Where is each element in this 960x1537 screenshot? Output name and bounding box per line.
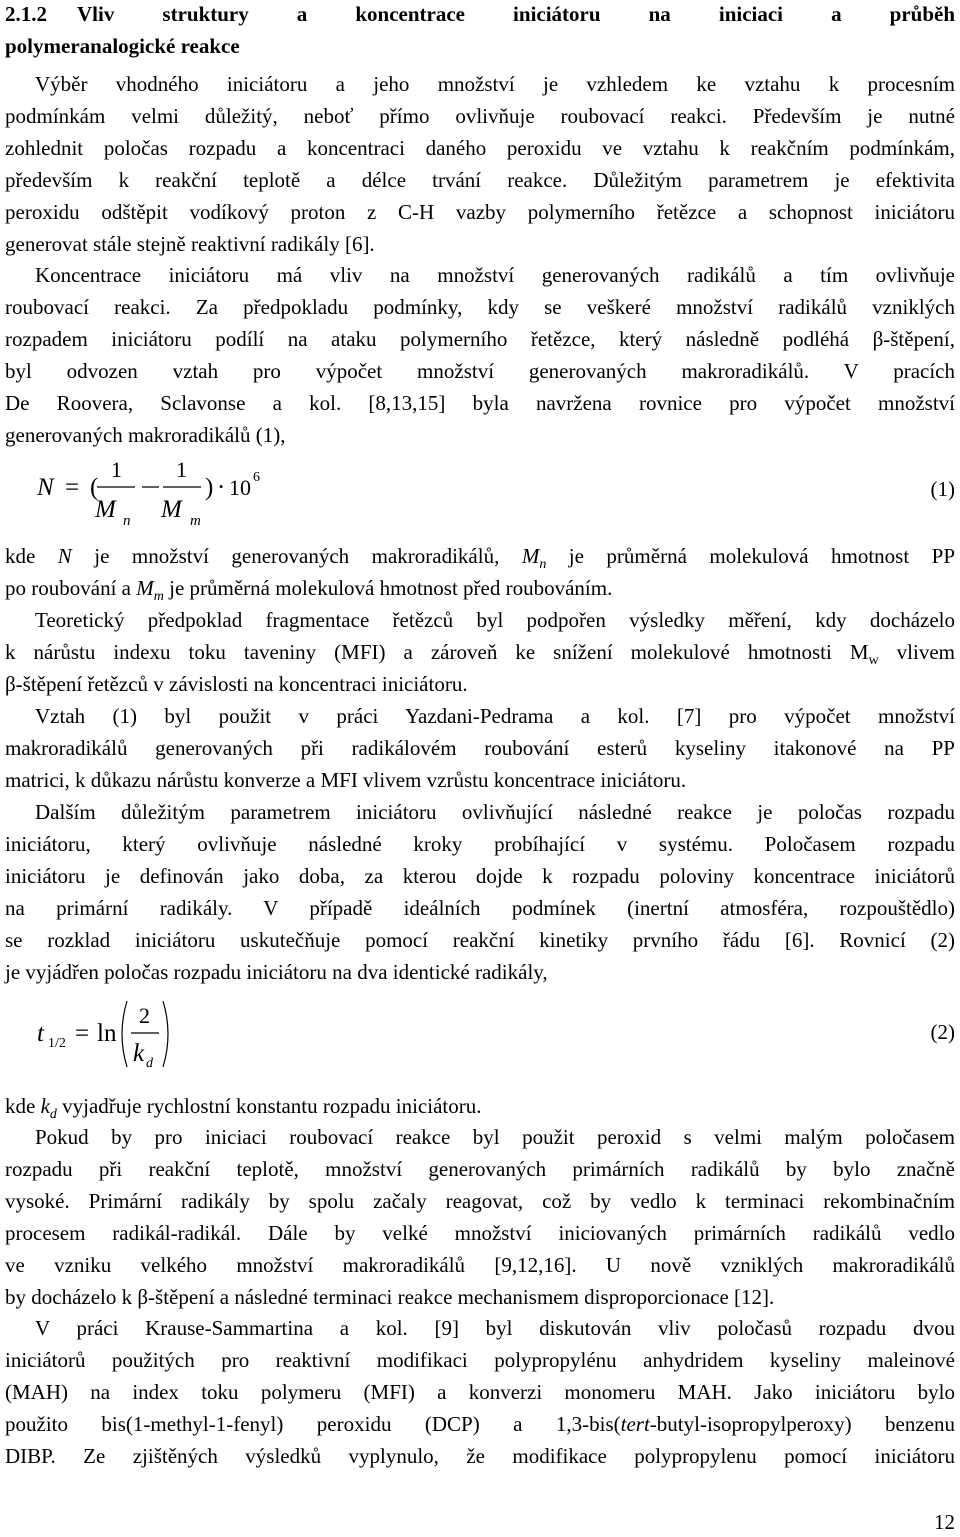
eq1-numerator-2: 1 <box>176 457 187 482</box>
paragraph-2-line: generovaných makroradikálů (1), <box>5 423 286 447</box>
paragraph-8-line: vysoké. Primární radikály by spolu začaly reagovat, což by vedlo k terminaci rekombinačním <box>5 1189 955 1213</box>
paragraph-4-line: Teoretický předpoklad fragmentace řetězců byl podpořen výsledky měření, kdy docházelo <box>35 608 955 632</box>
symbol-M: M <box>521 544 540 568</box>
paragraph-9-line: iniciátorů použitých pro reaktivní modifikaci polypropylénu anhydridem kyseliny maleinové <box>5 1348 955 1372</box>
eq1-sub-m: m <box>190 513 201 529</box>
subscript-n: n <box>539 557 547 573</box>
paragraph-1-line: generovat stále stejně reaktivní radikály [6]. <box>5 232 375 256</box>
paragraph-2-line: De Roovera, Sclavonse a kol. [8,13,15] byla navržena rovnice pro výpočet množství <box>5 391 955 415</box>
paragraph-2-line: rozpadem iniciátoru podílí na ataku polymerního řetězce, který následně podléhá β-štěpení, <box>5 327 955 351</box>
eq1-ten: 10 <box>229 475 251 500</box>
eq2-t: t <box>37 1020 44 1047</box>
paragraph-5-line: Vztah (1) byl použit v práci Yazdani-Pedrama a kol. [7] pro výpočet množství <box>35 704 955 728</box>
paragraph-6-line: je vyjádřen poločas rozpadu iniciátoru na dva identické radikály, <box>5 960 548 984</box>
equation-2-formula <box>35 993 635 1078</box>
paragraph-1-line: peroxidu odštěpit vodíkový proton z C-H vazby polymerního řetězce a schopnost iniciátoru <box>5 200 955 224</box>
text-span: -butyl-isopropylperoxy) benzenu <box>649 1412 955 1436</box>
page-number: 12 <box>934 1510 955 1534</box>
subscript-w: w <box>868 653 879 669</box>
text-span: je průměrná molekulová hmotnost PP <box>546 544 955 568</box>
text-span: použito bis(1-methyl-1-fenyl) peroxidu (DCP) a 1,3-bis( <box>5 1412 621 1436</box>
text-span: vlivem <box>878 640 955 664</box>
paragraph-6-line: iniciátoru je definován jako doba, za kterou dojde k rozpadu poloviny koncentrace iniciátorů <box>5 864 955 888</box>
eq1-exponent: 6 <box>253 470 260 485</box>
eq1-M-m: M <box>161 496 182 523</box>
equation-1-number: (1) <box>930 477 955 501</box>
section-title-line-2: polymeranalogické reakce <box>5 34 240 58</box>
paragraph-6-line: Dalším důležitým parametrem iniciátoru ovlivňující následné reakce je poločas rozpadu <box>35 800 955 824</box>
text-span: kde <box>5 544 58 568</box>
paragraph-8-line: rozpadu při reakční teplotě, množství generovaných primárních radikálů by bylo značně <box>5 1157 955 1181</box>
symbol-N: N <box>57 544 72 568</box>
paragraph-1-line: podmínkám velmi důležitý, neboť přímo ovlivňuje roubovací reakci. Především je nutné <box>5 104 955 128</box>
eq2-sub-d: d <box>146 1056 153 1071</box>
eq1-sub-n: n <box>123 513 131 529</box>
eq1-close-paren: ) <box>205 474 214 501</box>
symbol-k: k <box>40 1094 50 1118</box>
text-span: kde <box>5 1094 41 1118</box>
section-title-line-1: Vliv struktury a koncentrace iniciátoru na iniciaci a průběh <box>77 2 955 26</box>
subscript-d: d <box>49 1107 57 1123</box>
paragraph-2-line: byl odvozen vztah pro výpočet množství generovaných makroradikálů. V pracích <box>5 359 955 383</box>
paragraph-1-line: zohlednit poločas rozpadu a koncentraci daného peroxidu ve vztahu k reakčním podmínkám, <box>5 136 955 160</box>
eq2-numerator: 2 <box>139 1003 150 1028</box>
text-span: po roubování a <box>5 576 137 600</box>
equation-2-number: (2) <box>930 1020 955 1044</box>
equation-2 <box>5 993 955 1078</box>
eq1-equals: = <box>65 474 80 501</box>
paragraph-5-line: makroradikálů generovaných při radikálovém roubování esterů kyseliny itakonové na PP <box>5 736 955 760</box>
paragraph-4-line: β-štěpení řetězců v závislosti na koncentraci iniciátoru. <box>5 672 468 696</box>
eq2-left-paren <box>122 1001 127 1067</box>
text-span: je množství generovaných makroradikálů, <box>71 544 522 568</box>
section-heading <box>5 0 955 62</box>
subscript-m: m <box>153 589 164 605</box>
paragraph-9-line: V práci Krause-Sammartina a kol. [9] byl diskutován vliv poločasů rozpadu dvou <box>35 1316 955 1340</box>
section-number: 2.1.2 <box>5 2 47 26</box>
paragraph-8-line: ve vzniku velkého množství makroradikálů [9,12,16]. U nově vzniklých makroradikálů <box>5 1253 955 1277</box>
eq1-open-paren: ( <box>90 474 99 501</box>
italic-tert: tert <box>620 1412 650 1436</box>
paragraph-9-line-4 <box>5 1408 955 1440</box>
paragraph-8-line: Pokud by pro iniciaci roubovací reakce byl použit peroxid s velmi malým poločasem <box>35 1125 955 1149</box>
equation-1 <box>5 455 955 535</box>
paragraph-1-line: Výběr vhodného iniciátoru a jeho množství je vzhledem ke vztahu k procesním <box>35 72 955 96</box>
eq2-ln: ln <box>97 1020 117 1047</box>
symbol-M: M <box>136 576 154 600</box>
eq2-k: k <box>133 1040 145 1067</box>
text-span: je průměrná molekulová hmotnost před roubováním. <box>163 576 613 600</box>
paragraph-5-line: matrici, k důkazu nárůstu konverze a MFI vlivem vzrůstu koncentrace iniciátoru. <box>5 768 687 792</box>
paragraph-2-line: roubovací reakci. Za předpokladu podmínky, kdy se veškeré množství radikálů vzniklých <box>5 295 955 319</box>
paragraph-9-line: DIBP. Ze zjištěných výsledků vyplynulo, že modifikace polypropylenu pomocí iniciátoru <box>5 1444 955 1468</box>
eq1-dot: · <box>217 474 226 501</box>
text-span: k nárůstu indexu toku taveniny (MFI) a zároveň ke snížení molekulové hmotnosti M <box>5 640 869 664</box>
text-span: vyjadřuje rychlostní konstantu rozpadu iniciátoru. <box>56 1094 482 1118</box>
eq1-N: N <box>37 474 54 501</box>
eq1-numerator-1: 1 <box>111 457 122 482</box>
paragraph-2-line: Koncentrace iniciátoru má vliv na množství generovaných radikálů a tím ovlivňuje <box>35 263 955 287</box>
eq2-equals: = <box>75 1020 90 1047</box>
paragraph-1-line: především k reakční teplotě a délce trvání reakce. Důležitým parametrem je efektivita <box>5 168 955 192</box>
paragraph-6-line: na primární radikály. V případě ideálních podmínek (inertní atmosféra, rozpouštědlo) <box>5 896 955 920</box>
paragraph-6-line: iniciátoru, který ovlivňuje následné kroky probíhající v systému. Poločasem rozpadu <box>5 832 955 856</box>
equation-1-formula <box>35 455 635 535</box>
paragraph-8-line: by docházelo k β-štěpení a následné terminaci reakce mechanismem disproporcionace [12]. <box>5 1285 775 1309</box>
eq2-right-paren <box>163 1001 168 1067</box>
paragraph-9-line: (MAH) na index toku polymeru (MFI) a konverzi monomeru MAH. Jako iniciátoru bylo <box>5 1380 955 1404</box>
eq1-M-n: M <box>95 496 116 523</box>
paragraph-8-line: procesem radikál-radikál. Dále by velké množství iniciovaných primárních radikálů vedlo <box>5 1221 955 1245</box>
eq2-sub-half: 1/2 <box>48 1036 66 1051</box>
paragraph-6-line: se rozklad iniciátoru uskutečňuje pomocí reakční kinetiky prvního řádu [6]. Rovnicí (2) <box>5 928 955 952</box>
